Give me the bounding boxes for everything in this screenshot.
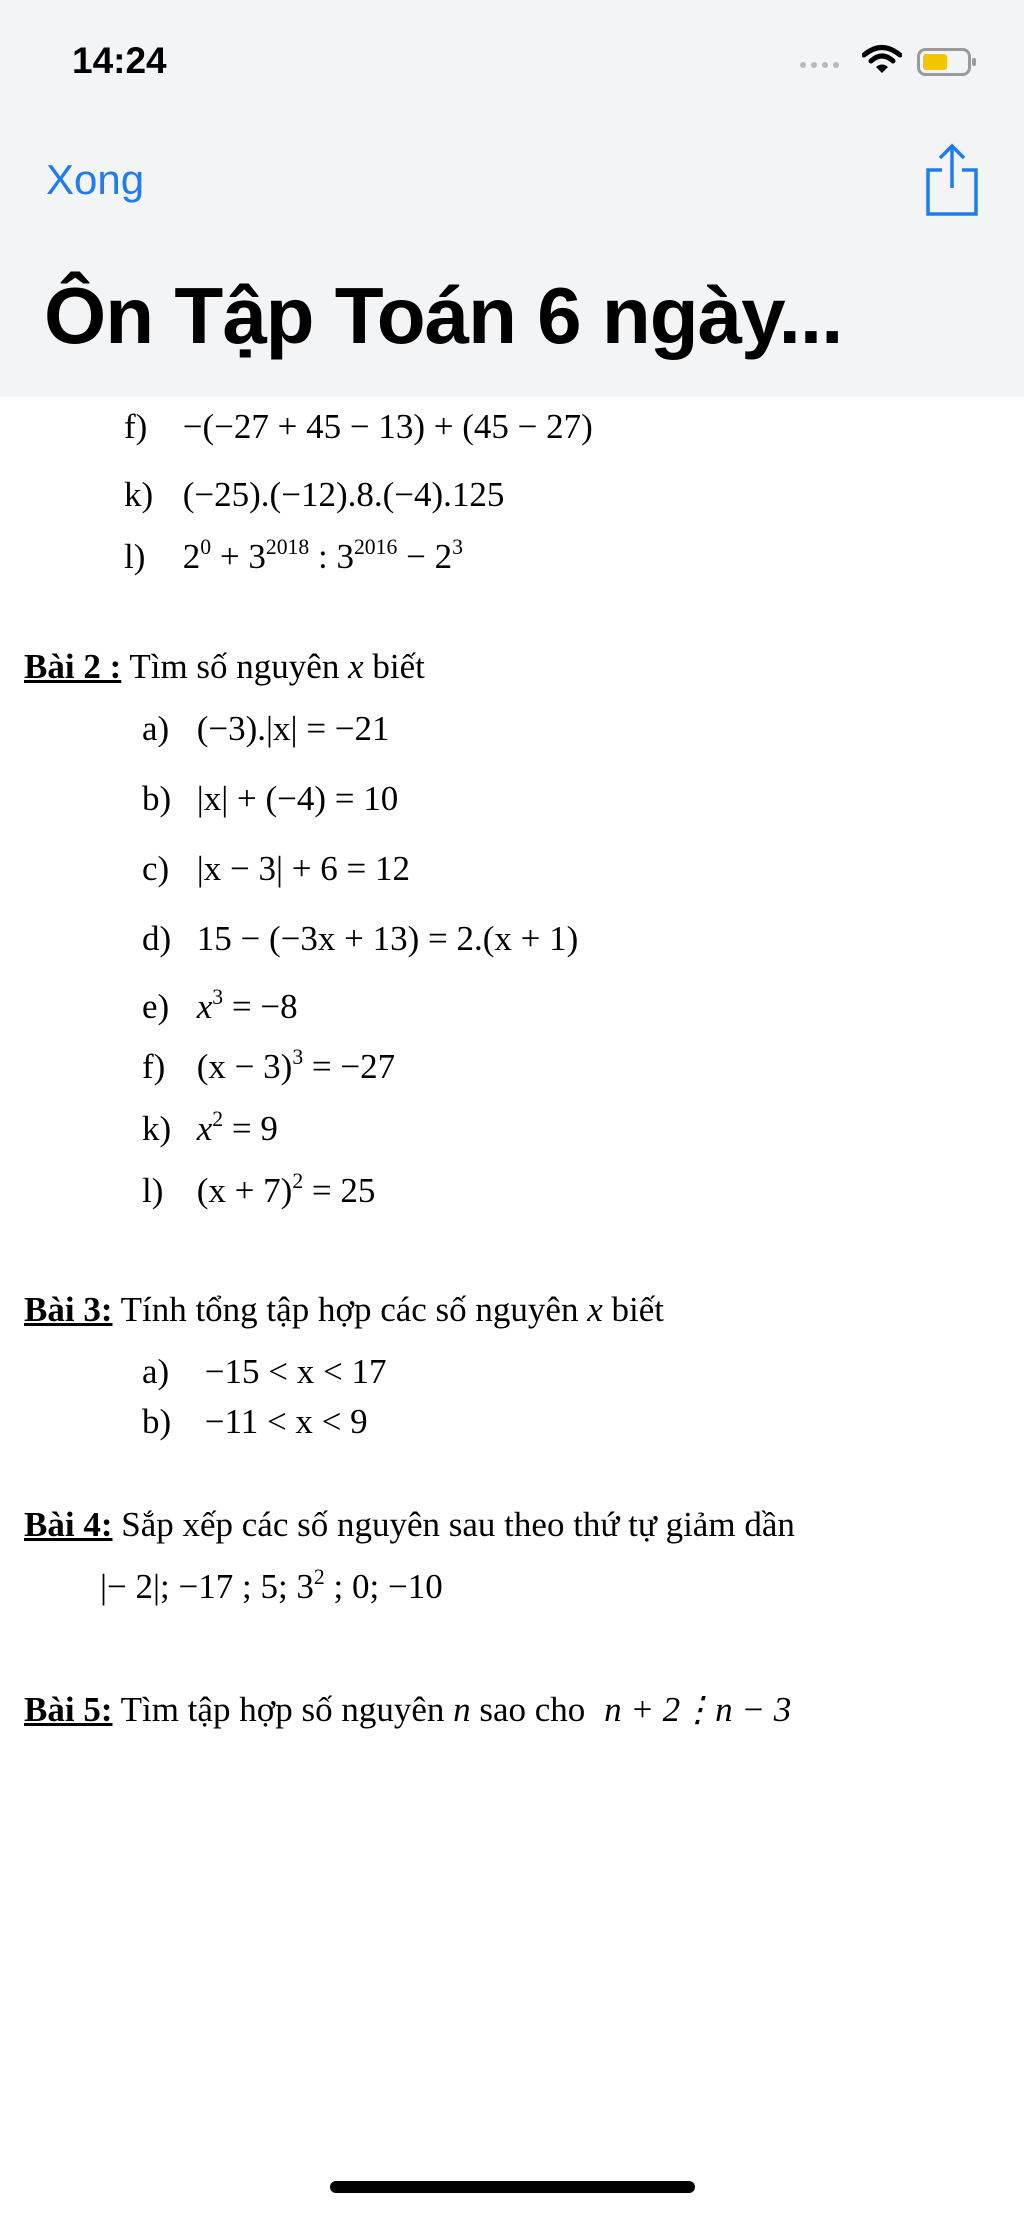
math-expression: −(−27 + 45 − 13) + (45 − 27) — [182, 407, 593, 446]
exercise-label: Bài 3: — [24, 1290, 113, 1329]
item-label: f) — [124, 407, 148, 446]
list-item: b) −11 < x < 9 — [142, 1402, 368, 1441]
page-title: Ôn Tập Toán 6 ngày... — [44, 271, 843, 360]
list-item: f) $(x - 3)^3 = -27$ — [142, 1044, 396, 1086]
number-sequence: |− 2|; −17 ; 5; $3^2$ ; 0; −10 — [100, 1564, 443, 1606]
math-expression: (−25).(−12).8.(−4).125 — [182, 475, 505, 514]
list-item: l) $(x + 7)^2 = 25$ — [142, 1168, 376, 1210]
cellular-signal-icon — [800, 62, 839, 68]
list-item: b) |x| + (−4) = 10 — [142, 779, 399, 818]
home-indicator[interactable] — [330, 2181, 695, 2193]
exercise-heading: Bài 2 : Tìm số nguyên x biết — [24, 647, 425, 686]
list-item: a) (−3).|x| = −21 — [142, 709, 390, 748]
list-item: k) $x^2 = 9$ — [142, 1106, 278, 1148]
exercise-label: Bài 2 : — [24, 647, 122, 686]
math-expression: $2^0 + 3^{2018}$ : $3^{2016} - 2^3$ — [182, 534, 463, 576]
wifi-icon — [862, 44, 902, 74]
list-item: a) −15 < x < 17 — [142, 1352, 387, 1391]
list-item: c) |x − 3| + 6 = 12 — [142, 849, 410, 888]
done-button[interactable]: Xong — [46, 156, 145, 203]
battery-icon — [917, 48, 977, 76]
exercise-heading: Bài 5: Tìm tập hợp số nguyên n sao cho n + 2⋮n − 3 — [24, 1690, 792, 1729]
exercise-label: Bài 5: — [24, 1690, 113, 1729]
item-label: l) — [124, 537, 146, 576]
share-icon[interactable] — [924, 142, 980, 216]
top-bar — [0, 0, 1024, 397]
status-time: 14:24 — [72, 40, 167, 81]
list-item: e) $x^3 = -8$ — [142, 984, 298, 1026]
document-viewer[interactable] — [0, 397, 1024, 2217]
list-item — [124, 407, 593, 447]
list-item — [124, 534, 463, 577]
exercise-label: Bài 4: — [24, 1505, 113, 1544]
exercise-heading: Bài 3: Tính tổng tập hợp các số nguyên x biết — [24, 1290, 664, 1329]
list-item — [124, 475, 504, 515]
exercise-heading: Bài 4: Sắp xếp các số nguyên sau theo thứ tự giảm dần — [24, 1505, 795, 1544]
list-item: d) 15 − (−3x + 13) = 2.(x + 1) — [142, 919, 579, 958]
item-label: k) — [124, 475, 154, 514]
